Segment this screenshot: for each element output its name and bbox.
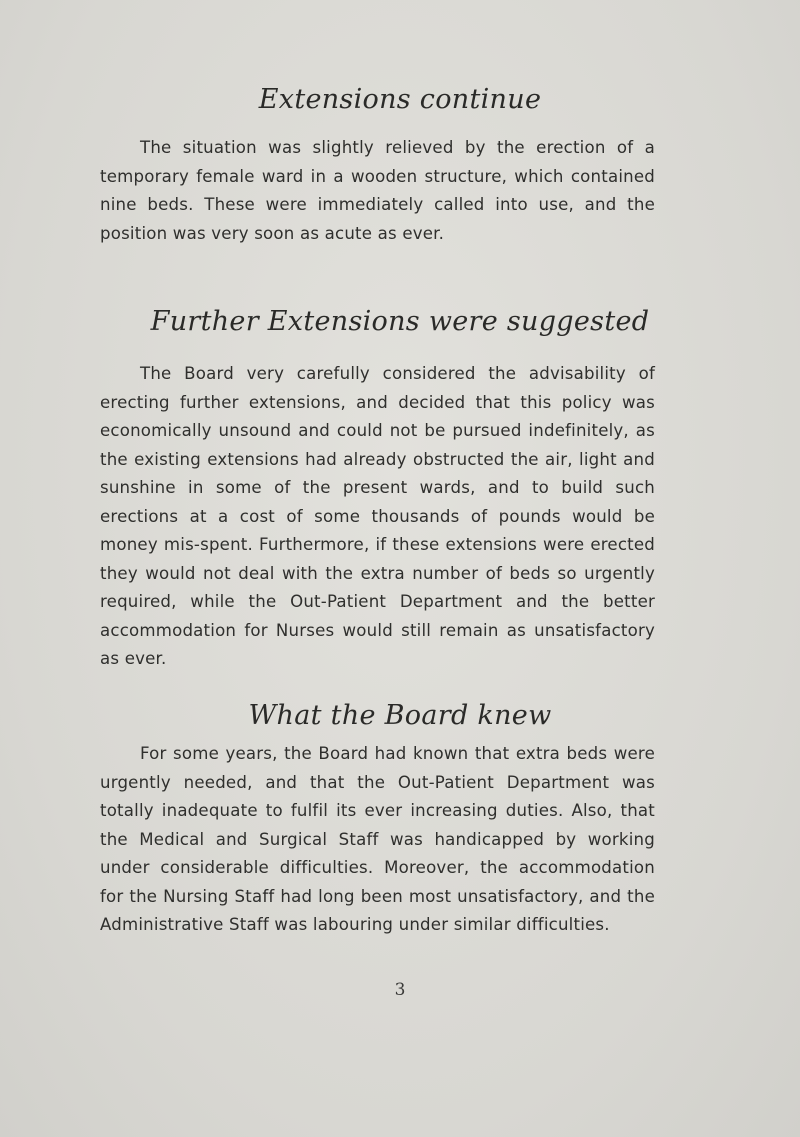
paragraph-extensions-continue: The situation was slightly relieved by the erection of a temporary female ward in a wooden structure, which contained nine beds. These were immediately called into use, and the position was very soon as acute as ever. [100,138,655,243]
section-heading-what-the-board-knew: What the Board knew [248,700,552,731]
paragraph-further-extensions: The Board very carefully considered the advisability of erecting further extensions, and decided that this policy was economically unsound and could not be pursued indefinitely, as the existing extensions had already obstructed the air, light and sunshine in some of the present wards, and to build such erections at a cost of some thousands of pounds would be money mis-spent. Furthermore, if these extensions were erected they would not deal with the extra number of beds so urgently required, while the Out-Patient Department and the better accommodation for Nurses would still remain as unsatisfactory as ever. [100,364,655,668]
section-heading-further-extensions: Further Extensions were suggested [150,306,650,337]
section-heading-extensions-continue: Extensions continue [258,84,542,115]
page-number: 3 [394,980,406,1000]
paragraph-what-the-board-knew: For some years, the Board had known that extra beds were urgently needed, and that the Out-Patient Department was totally inadequate to fulfil its ever increasing duties. Also, that the Medical and Surgical Staff was handicapped by working under considerable difficulties. Moreover, the accommodation for the Nursing Staff had long been most unsatisfactory, and the Administrative Staff was labouring under similar difficulties. [100,744,655,934]
